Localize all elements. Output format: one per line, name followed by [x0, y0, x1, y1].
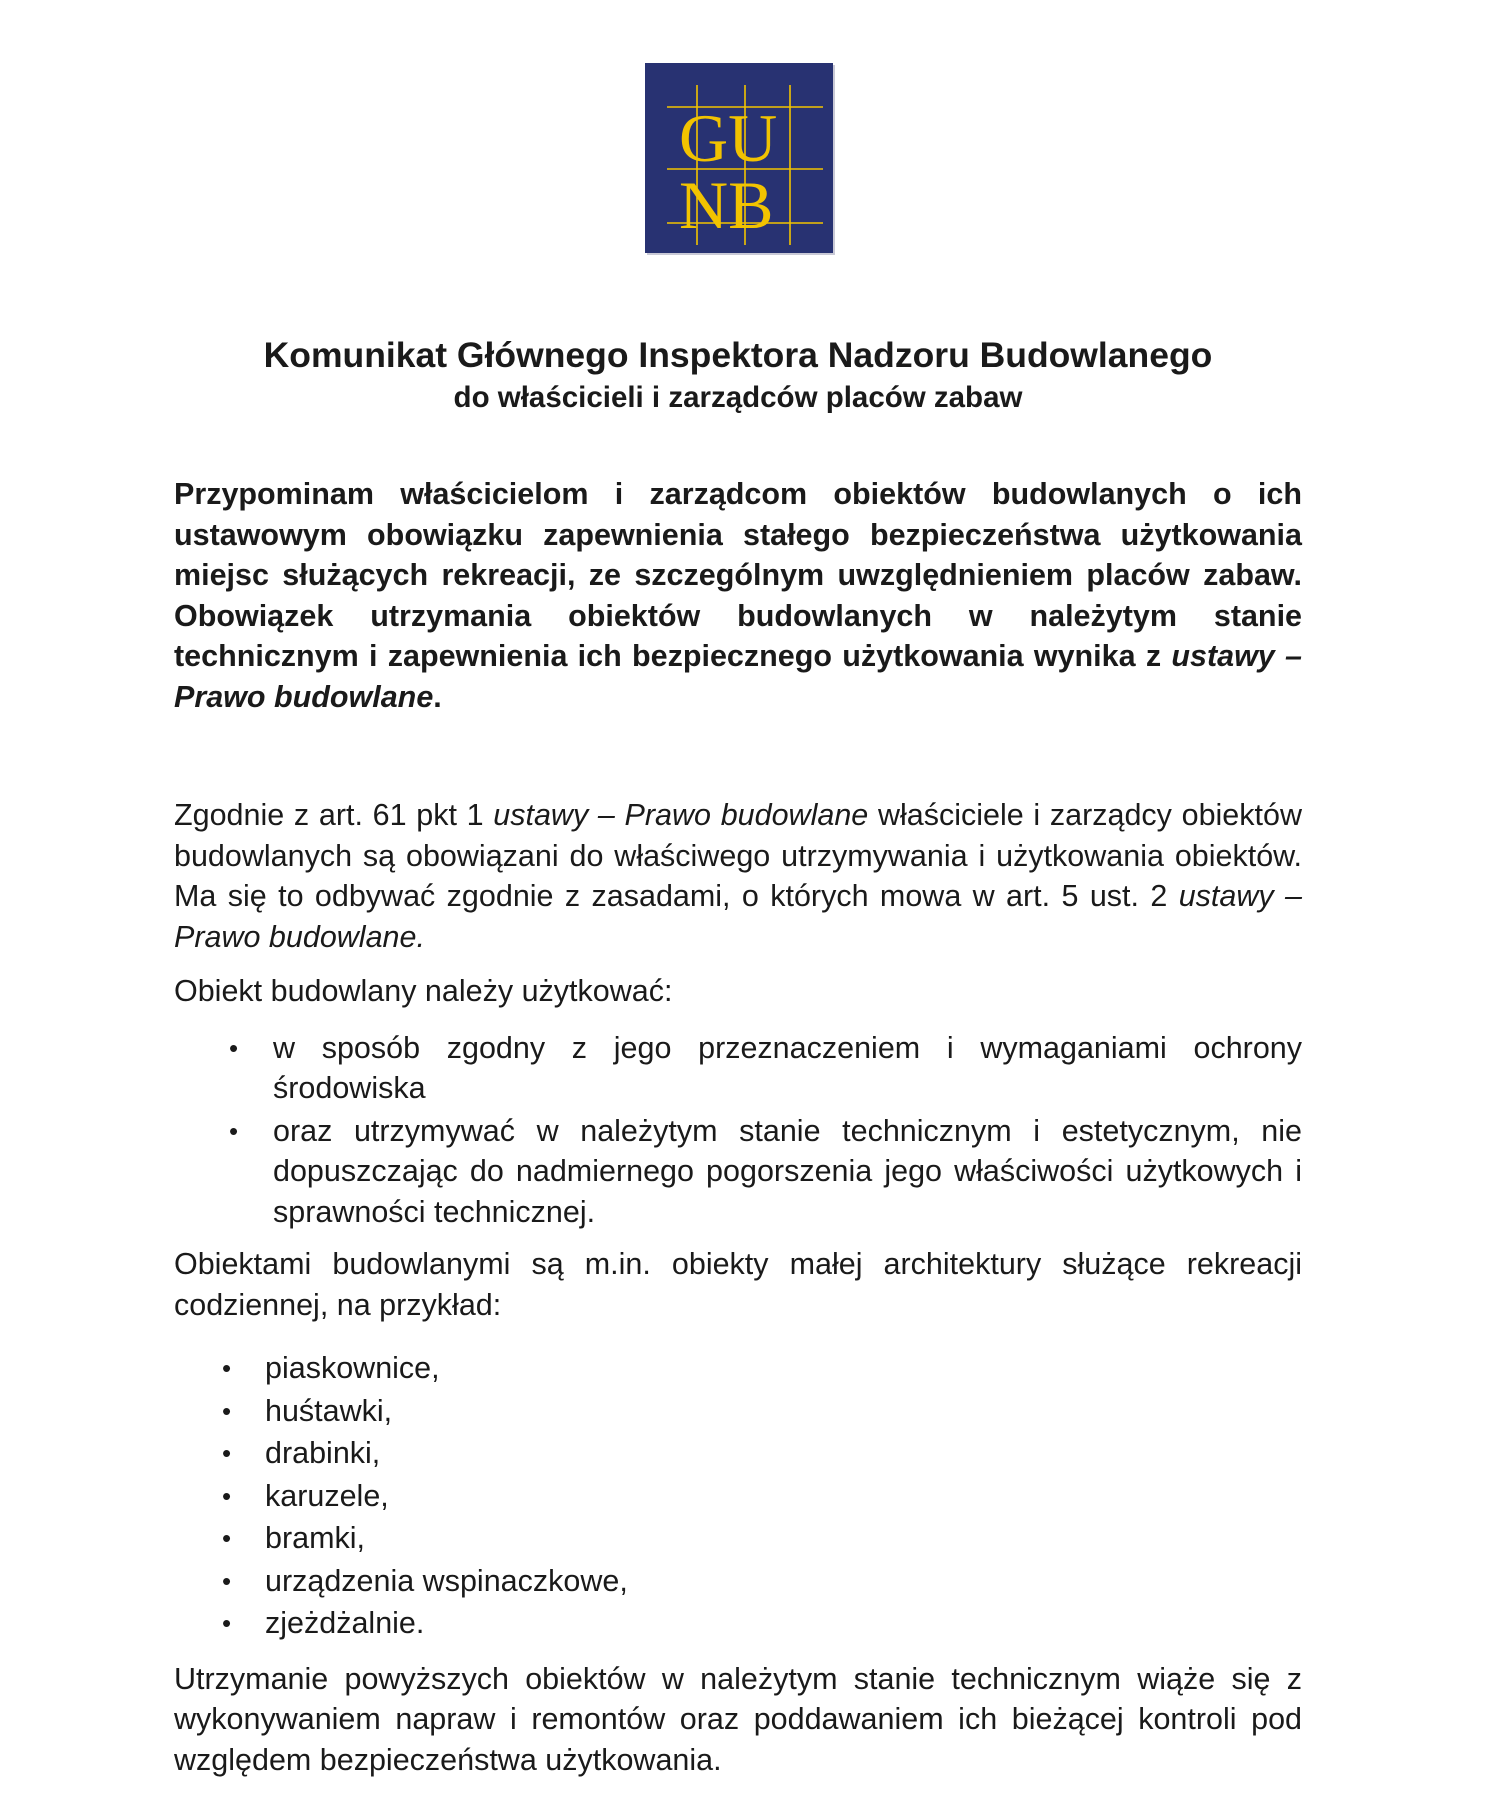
- lead-text: Przypominam właścicielom i zarządcom obiektów budowlanych o ich ustawowym obowiązku zapewnienia stałego bezpieczeństwa użytkowania miejsc służących rekreacji, ze szczególnym uwzględnieniem placów zabaw. Obowiązek utrzymania obiektów budowlanych w należytym stanie technicznym i zapewnienia ich bezpiecznego użytkowania wynika z: [174, 477, 1302, 673]
- bullet-icon: •: [222, 1608, 232, 1638]
- bullet-icon: •: [222, 1523, 232, 1553]
- gunb-logo-mark: [645, 63, 833, 253]
- logo-line2: NB: [679, 167, 774, 243]
- list-item-text: urządzenia wspinaczkowe,: [265, 1563, 628, 1598]
- list-item-text: drabinki,: [265, 1436, 381, 1470]
- list-item-text: huśtawki,: [265, 1393, 393, 1428]
- page-title: Komunikat Głównego Inspektora Nadzoru Budowlanego: [263, 335, 1213, 375]
- bullet-icon: •: [222, 1480, 232, 1511]
- list-item: [174, 1475, 1302, 1518]
- list-item-text: bramki,: [265, 1521, 365, 1555]
- bullet-icon: •: [222, 1353, 232, 1383]
- paragraph-art61-part-a: Zgodnie z art. 61 pkt 1: [174, 798, 494, 832]
- use-requirements-list: [174, 1028, 1302, 1233]
- list-item-text: zjeżdżalnie.: [265, 1606, 425, 1640]
- paragraph-art61: [174, 795, 1302, 957]
- list-item: [174, 1390, 1302, 1433]
- list-item: [174, 1111, 1302, 1233]
- list-item: [174, 1432, 1302, 1475]
- list-item: [174, 1602, 1302, 1645]
- page-subtitle: do właścicieli i zarządców placów zabaw: [453, 381, 1023, 414]
- bullet-icon: •: [229, 1032, 239, 1063]
- list-item: [174, 1347, 1302, 1390]
- list-item: [174, 1517, 1302, 1560]
- paragraph-maintenance: Utrzymanie powyższych obiektów w należytym stanie technicznym wiąże się z wykonywaniem napraw i remontów oraz poddawaniem ich bieżącej kontroli pod względem bezpieczeństwa użytkowania.: [174, 1661, 1302, 1777]
- lead-paragraph: [174, 474, 1302, 717]
- list-item-text: oraz utrzymywać w należytym stanie technicznym i estetycznym, nie dopuszczając do nadmiernego pogorszenia jego właściwości użytkowych i sprawności technicznej.: [273, 1113, 1302, 1229]
- equipment-list: [174, 1347, 1302, 1645]
- paragraph-art61-italic-b: ustawy – Prawo budowlane: [493, 798, 869, 832]
- lead-end: .: [433, 679, 442, 714]
- document-body: [174, 334, 1302, 1780]
- paragraph-art61-italic-d: ustawy – Prawo budowlane.: [174, 879, 1302, 954]
- paragraph-objects-intro: Obiektami budowlanymi są m.in. obiekty małej architektury służące rekreacji codziennej, na przykład:: [174, 1247, 1302, 1322]
- list-item-text: karuzele,: [265, 1478, 389, 1513]
- gunb-logo: [645, 63, 833, 253]
- list-item: [174, 1028, 1302, 1109]
- lead-italic: ustawy – Prawo budowlane: [174, 639, 1303, 714]
- list-item: [174, 1560, 1302, 1603]
- bullet-icon: •: [229, 1115, 239, 1146]
- bullet-icon: •: [222, 1395, 232, 1426]
- logo-line1: GU: [679, 100, 778, 176]
- list-item-text: w sposób zgodny z jego przeznaczeniem i wymaganiami ochrony środowiska: [273, 1030, 1302, 1105]
- bullet-icon: •: [222, 1438, 232, 1468]
- paragraph-art61-part-c: właściciele i zarządcy obiektów budowlanych są obowiązani do właściwego utrzymywania i użytkowania obiektów. Ma się to odbywać zgodnie z zasadami, o których mowa w art. 5 ust. 2: [174, 798, 1302, 913]
- paragraph-use-intro: Obiekt budowlany należy użytkować:: [174, 974, 673, 1008]
- list-item-text: piaskownice,: [265, 1351, 440, 1385]
- bullet-icon: •: [222, 1565, 232, 1596]
